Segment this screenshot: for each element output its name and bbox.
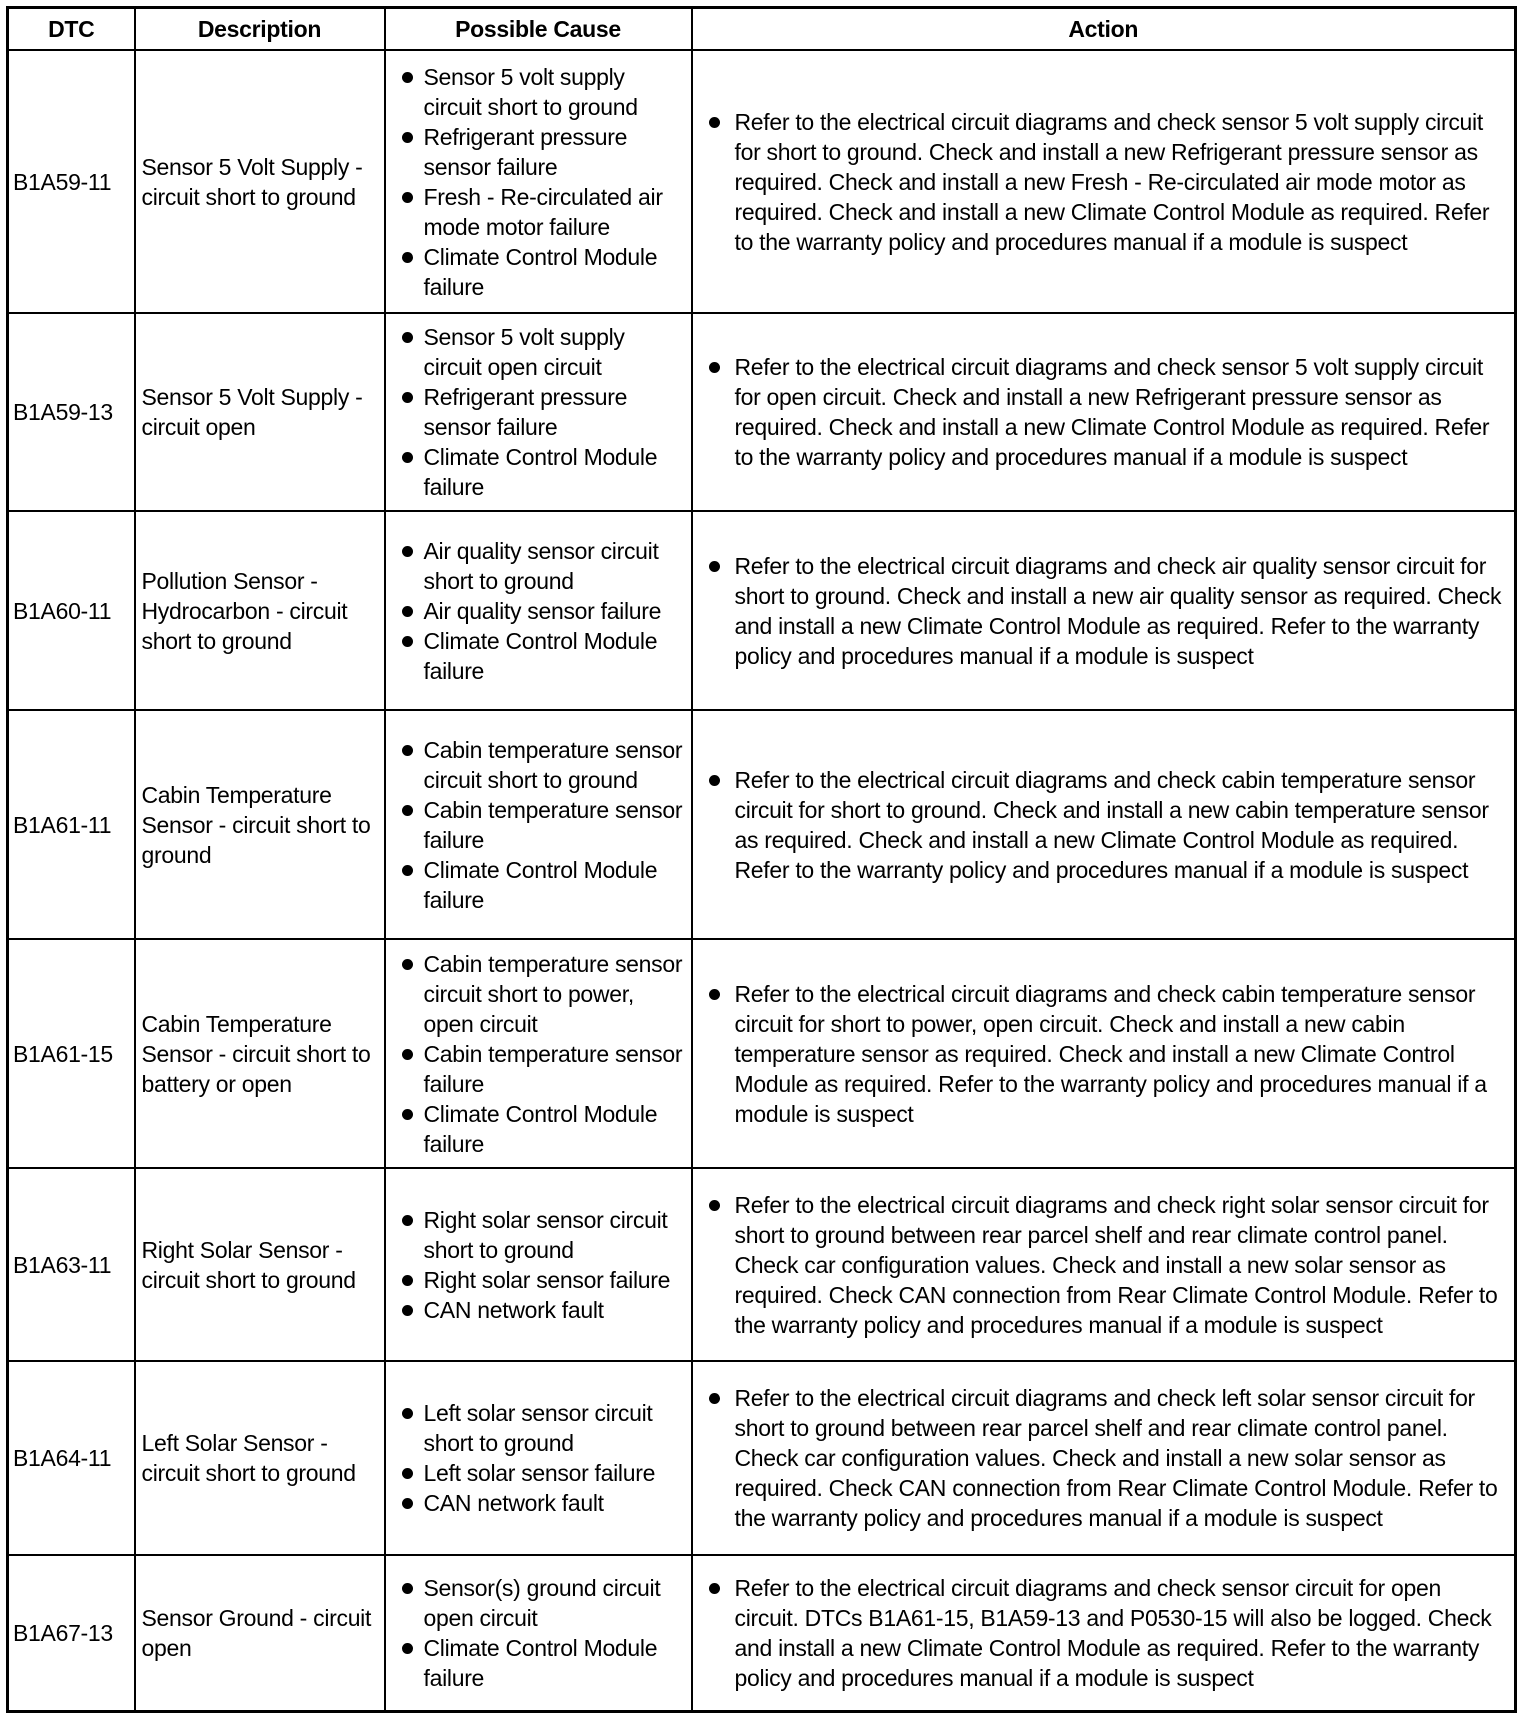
possible-causes	[385, 313, 692, 511]
action-cell	[692, 1168, 1516, 1361]
dtc-code: B1A63-11	[8, 1168, 135, 1361]
dtc-description: Cabin Temperature Sensor - circuit short to ground	[135, 710, 385, 939]
action-cell	[692, 313, 1516, 511]
cause-item: Left solar sensor failure	[392, 1458, 685, 1488]
table-row	[8, 511, 1516, 710]
cause-item: Refrigerant pressure sensor failure	[392, 382, 685, 442]
cause-item: Climate Control Module failure	[392, 855, 685, 915]
header-row	[8, 8, 1516, 51]
dtc-code: B1A61-15	[8, 939, 135, 1168]
dtc-code: B1A59-11	[8, 50, 135, 313]
cause-item: Refrigerant pressure sensor failure	[392, 122, 685, 182]
dtc-description: Right Solar Sensor - circuit short to ground	[135, 1168, 385, 1361]
cause-item: Climate Control Module failure	[392, 626, 685, 686]
possible-causes	[385, 1555, 692, 1711]
cause-item: Cabin temperature sensor circuit short to ground	[392, 735, 685, 795]
table-row	[8, 1361, 1516, 1555]
cause-item: Sensor 5 volt supply circuit open circuit	[392, 322, 685, 382]
cause-item: Sensor(s) ground circuit open circuit	[392, 1573, 685, 1633]
action-cell	[692, 939, 1516, 1168]
possible-causes	[385, 939, 692, 1168]
cause-item: Climate Control Module failure	[392, 442, 685, 502]
action-item: Refer to the electrical circuit diagrams and check sensor 5 volt supply circuit for short to ground. Check and install a new Refrigerant pressure sensor as required. Check and install a new Fresh - Re-circulated air mode motor as required. Check and install a new Climate Control Module as required. Refer to the warranty policy and procedures manual if a module is suspect	[699, 107, 1509, 257]
dtc-table	[6, 6, 1517, 1713]
cause-item: Climate Control Module failure	[392, 1099, 685, 1159]
cause-item: Cabin temperature sensor failure	[392, 1039, 685, 1099]
possible-causes	[385, 710, 692, 939]
action-item: Refer to the electrical circuit diagrams and check sensor 5 volt supply circuit for open circuit. Check and install a new Refrigerant pressure sensor as required. Check and install a new Climate Control Module as required. Refer to the warranty policy and procedures manual if a module is suspect	[699, 352, 1509, 472]
table-row	[8, 50, 1516, 313]
table-row	[8, 710, 1516, 939]
cause-item: Climate Control Module failure	[392, 1633, 685, 1693]
action-item: Refer to the electrical circuit diagrams and check air quality sensor circuit for short to ground. Check and install a new air quality sensor as required. Check and install a new Climate Control Module as required. Refer to the warranty policy and procedures manual if a module is suspect	[699, 551, 1509, 671]
table-row	[8, 1168, 1516, 1361]
table-row	[8, 1555, 1516, 1711]
table-row	[8, 313, 1516, 511]
cause-item: Left solar sensor circuit short to ground	[392, 1398, 685, 1458]
dtc-code: B1A64-11	[8, 1361, 135, 1555]
action-cell	[692, 50, 1516, 313]
dtc-description: Left Solar Sensor - circuit short to ground	[135, 1361, 385, 1555]
header-possible-cause: Possible Cause	[385, 8, 692, 51]
dtc-code: B1A61-11	[8, 710, 135, 939]
dtc-code: B1A67-13	[8, 1555, 135, 1711]
cause-item: Right solar sensor circuit short to ground	[392, 1205, 685, 1265]
possible-causes	[385, 1168, 692, 1361]
action-item: Refer to the electrical circuit diagrams and check cabin temperature sensor circuit for short to power, open circuit. Check and install a new cabin temperature sensor as required. Check and install a new Climate Control Module as required. Refer to the warranty policy and procedures manual if a module is suspect	[699, 979, 1509, 1129]
action-item: Refer to the electrical circuit diagrams and check right solar sensor circuit for short to ground between rear parcel shelf and rear climate control panel. Check car configuration values. Check and install a new solar sensor as required. Check CAN connection from Rear Climate Control Module. Refer to the warranty policy and procedures manual if a module is suspect	[699, 1190, 1509, 1340]
action-cell	[692, 1555, 1516, 1711]
dtc-description: Sensor Ground - circuit open	[135, 1555, 385, 1711]
header-action: Action	[692, 8, 1516, 51]
cause-item: Air quality sensor failure	[392, 596, 685, 626]
cause-item: Cabin temperature sensor circuit short to power, open circuit	[392, 949, 685, 1039]
cause-item: CAN network fault	[392, 1295, 685, 1325]
header-description: Description	[135, 8, 385, 51]
action-item: Refer to the electrical circuit diagrams and check left solar sensor circuit for short to ground between rear parcel shelf and rear climate control panel. Check car configuration values. Check and install a new solar sensor as required. Check CAN connection from Rear Climate Control Module. Refer to the warranty policy and procedures manual if a module is suspect	[699, 1383, 1509, 1533]
cause-item: CAN network fault	[392, 1488, 685, 1518]
cause-item: Climate Control Module failure	[392, 242, 685, 302]
dtc-description: Pollution Sensor - Hydrocarbon - circuit short to ground	[135, 511, 385, 710]
dtc-code: B1A60-11	[8, 511, 135, 710]
action-cell	[692, 1361, 1516, 1555]
cause-item: Air quality sensor circuit short to ground	[392, 536, 685, 596]
table-row	[8, 939, 1516, 1168]
action-cell	[692, 511, 1516, 710]
possible-causes	[385, 50, 692, 313]
dtc-description: Cabin Temperature Sensor - circuit short to battery or open	[135, 939, 385, 1168]
action-item: Refer to the electrical circuit diagrams and check sensor circuit for open circuit. DTCs B1A61-15, B1A59-13 and P0530-15 will also be logged. Check and install a new Climate Control Module as required. Refer to the warranty policy and procedures manual if a module is suspect	[699, 1573, 1509, 1693]
action-cell	[692, 710, 1516, 939]
possible-causes	[385, 511, 692, 710]
dtc-code: B1A59-13	[8, 313, 135, 511]
header-dtc: DTC	[8, 8, 135, 51]
cause-item: Right solar sensor failure	[392, 1265, 685, 1295]
dtc-description: Sensor 5 Volt Supply - circuit short to ground	[135, 50, 385, 313]
cause-item: Fresh - Re-circulated air mode motor failure	[392, 182, 685, 242]
cause-item: Sensor 5 volt supply circuit short to ground	[392, 62, 685, 122]
action-item: Refer to the electrical circuit diagrams and check cabin temperature sensor circuit for short to ground. Check and install a new cabin temperature sensor as required. Check and install a new Climate Control Module as required. Refer to the warranty policy and procedures manual if a module is suspect	[699, 765, 1509, 885]
cause-item: Cabin temperature sensor failure	[392, 795, 685, 855]
dtc-description: Sensor 5 Volt Supply - circuit open	[135, 313, 385, 511]
possible-causes	[385, 1361, 692, 1555]
